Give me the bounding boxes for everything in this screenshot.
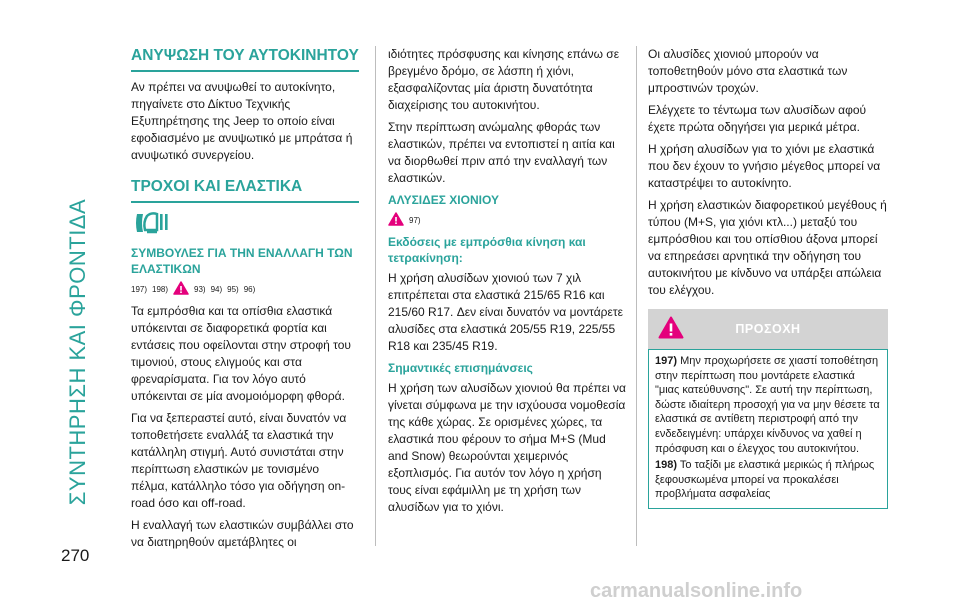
caution-title: ΠΡΟΣΟΧΗ [735, 322, 801, 336]
heading-wheels-tyres: ΤΡΟΧΟΙ ΚΑΙ ΕΛΑΣΤΙΚΑ [131, 177, 359, 203]
note-ref[interactable]: 198) [152, 284, 169, 294]
heading-vehicle-lifting: ΑΝΥΨΩΣΗ ΤΟΥ ΑΥΤΟΚΙΝΗΤΟΥ [131, 46, 359, 72]
paragraph-lifting: Αν πρέπει να ανυψωθεί το αυτοκίνητο, πηγαίνετε στο Δίκτυο Τεχνικής Εξυπηρέτησης της Jeep το οποίο είναι εφοδιασμένο με ανυψωτικό με μπράτσα ή ανυψωτικό συνεργείου. [131, 80, 353, 162]
paragraph-rotation-timing: Για να ξεπεραστεί αυτό, είναι δυνατόν να τοποθετήσετε εναλλάξ τα ελαστικά την κατάλληλη στιγμή. Αυτό συνιστάται στην περίπτωση ελαστικών με τονισμένο πέλμα, κατάλληλο τόσο για οδήγηση on-road όσο και off-road. [131, 411, 347, 510]
paragraph-check-tension: Ελέγχετε το τέντωμα των αλυσίδων αφού έχετε πρώτα οδηγήσει για μερικά μέτρα. [648, 103, 867, 134]
paragraph-rotation-benefit: Η εναλλαγή των ελαστικών συμβάλλει στο να διατηρηθούν αμετάβλητες οι [131, 518, 354, 549]
heading-snow-chains: ΑΛΥΣΙΔΕΣ ΧΙΟΝΙΟΥ [388, 193, 499, 207]
warning-triangle-icon [658, 316, 684, 342]
warning-triangle-icon [173, 281, 189, 297]
caution-item [655, 354, 881, 456]
column-divider [375, 46, 376, 546]
caution-header [648, 309, 888, 349]
caution-item [655, 458, 881, 502]
tyre-pressure-icon [135, 210, 359, 241]
paragraph-mixed-tyres: Η χρήση ελαστικών διαφορετικού μεγέθους ή τύπου (M+S, για χιόνι κτλ...) μεταξύ του εμπρόσθιου και του οπίσθιου άξονα μπορεί να επηρεάσει αρνητικά την οδήγηση του αυτοκινήτου με κίνδυνο να υπάρξει απώλεια του ελέγχου. [648, 198, 887, 297]
watermark: carmanualsonline.info [590, 580, 803, 602]
column-1 [131, 46, 359, 556]
caution-text: Μην προχωρήσετε σε χιαστί τοποθέτηση στην περίπτωση που μοντάρετε ελαστικά "μιας κατεύθυνσης". Σε αυτή την περίπτωση, δώστε ιδιαίτερη προσοχή για να μην θέσετε τα ελαστικά σε αντίθετη περιστροφή από την ενδεδειγμένη: υπάρχει κίνδυνος να χαθεί η πρόσφυση και ο έλεγχος του αυτοκινήτου. [655, 355, 880, 455]
paragraph-front-wheels-only: Οι αλυσίδες χιονιού μπορούν να τοποθετηθούν μόνο στα ελαστικά των μπροστινών τροχών. [648, 47, 848, 95]
heading-drive-versions: Εκδόσεις με εμπρόσθια κίνηση και τετρακίνηση: [388, 235, 586, 265]
note-ref[interactable]: 96) [243, 284, 256, 294]
caution-box [648, 349, 888, 509]
note-ref[interactable]: 95) [227, 284, 239, 294]
section-side-title: ΣΥΝΤΗΡΗΣΗ ΚΑΙ ΦΡΟΝΤΙΔΑ [65, 198, 90, 506]
note-references [388, 212, 628, 228]
note-ref[interactable]: 97) [409, 215, 421, 225]
paragraph-uneven-wear: Τα εμπρόσθια και τα οπίσθια ελαστικά υπόκεινται σε διαφορετικά φορτία και εντάσεις που οφείλονται στην στροφή του τιμονιού, στους ελιγμούς και στα φρεναρίσματα. Για τον λόγο αυτό υπόκεινται σε μία ανομοιόμορφη φθορά. [131, 304, 351, 403]
note-ref[interactable]: 94) [210, 284, 223, 294]
column-3 [648, 46, 888, 509]
caution-text: Το ταξίδι με ελαστικά μερικώς ή πλήρως ξεφουσκωμένα μπορεί να προκαλέσει προβλήματα ασφαλείας [655, 459, 875, 501]
paragraph-traction: ιδιότητες πρόσφυσης και κίνησης επάνω σε βρεγμένο δρόμο, σε λάσπη ή χιόνι, εξασφαλίζοντας μία άριστη δυνατότητα διαχείρισης του αυτοκινήτου. [388, 47, 620, 112]
heading-tyre-rotation-advice: ΣΥΜΒΟΥΛΕΣ ΓΙΑ ΤΗΝ ΕΝΑΛΛΑΓΗ ΤΩΝ ΕΛΑΣΤΙΚΩΝ [131, 246, 353, 276]
paragraph-abnormal-wear: Στην περίπτωση ανώμαλης φθοράς των ελαστικών, πρέπει να εντοπιστεί η αιτία και να διορθωθεί πριν από την εναλλαγή των ελαστικών. [388, 120, 615, 185]
paragraph-chain-legislation: Η χρήση των αλυσίδων χιονιού θα πρέπει να γίνεται σύμφωνα με την ισχύουσα νομοθεσία της κάθε χώρας. Σε ορισμένες χώρες, τα ελαστικά που φέρουν το σήμα M+S (Mud and Snow) θεωρούνται χειμερινός εξοπλισμός. Για αυτόν τον λόγο η χρήση τους είναι εφάμιλλη με τη χρήση των αλυσίδων για το χιόνι. [388, 381, 626, 514]
caution-number: 197) [655, 355, 678, 367]
caution-number: 198) [655, 459, 678, 472]
column-2 [388, 46, 628, 521]
heading-important-notes: Σημαντικές επισημάνσεις [388, 361, 533, 375]
paragraph-non-original-size: Η χρήση αλυσίδων για το χιόνι με ελαστικά που δεν έχουν το γνήσιο μέγεθος μπορεί να καταστρέψει το αυτοκίνητο. [648, 142, 881, 190]
page-number: 270 [61, 546, 90, 565]
note-references [131, 281, 359, 297]
paragraph-chain-sizes: Η χρήση αλυσίδων χιονιού των 7 χιλ επιτρέπεται στα ελαστικά 215/65 R16 και 215/60 R17. Δεν είναι δυνατόν να μοντάρετε αλυσίδες στα ελαστικά 205/55 R19, 225/55 R18 και 235/45 R19. [388, 271, 623, 353]
note-ref[interactable]: 197) [131, 284, 148, 294]
column-divider [636, 46, 637, 546]
warning-triangle-icon [388, 212, 404, 228]
note-ref[interactable]: 93) [194, 284, 206, 294]
